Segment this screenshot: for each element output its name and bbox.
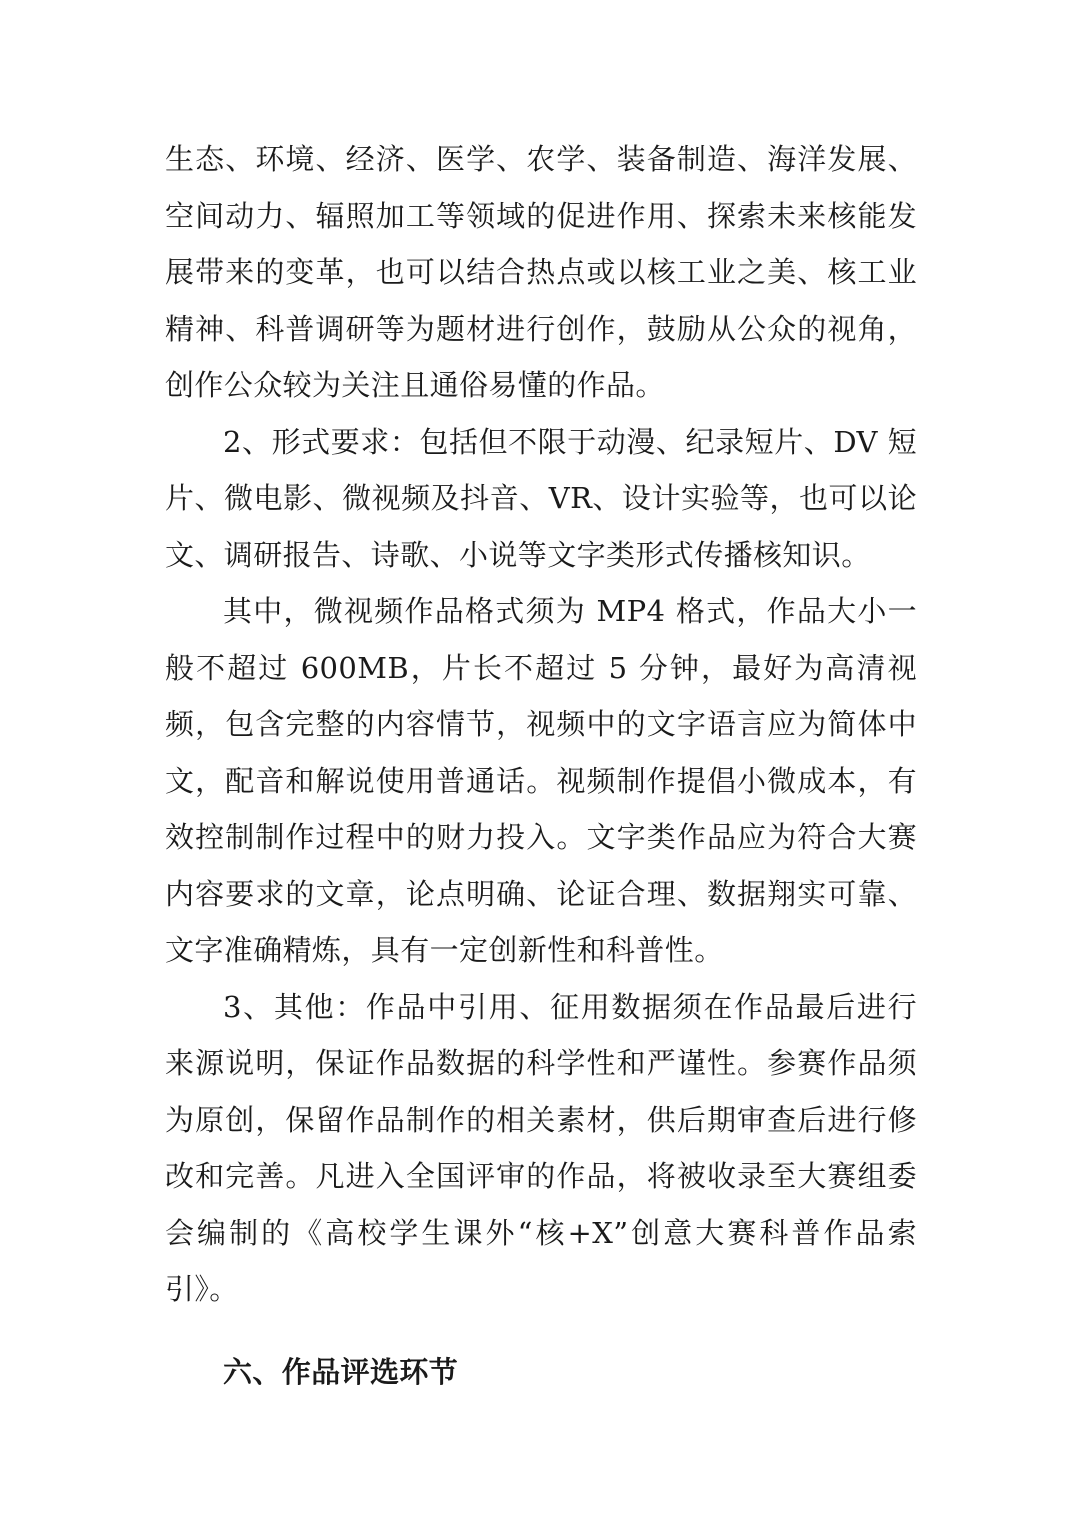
- paragraph-topics: 生态、环境、经济、医学、农学、装备制造、海洋发展、空间动力、辐照加工等领域的促进作用、探索未来核能发展带来的变革，也可以结合热点或以核工业之美、核工业精神、科普调研等为题材进行创作，鼓励从公众的视角，创作公众较为关注且通俗易懂的作品。: [165, 142, 917, 402]
- paragraph-video-requirements: 其中，微视频作品格式须为 MP4 格式，作品大小一般不超过 600MB，片长不超过 5 分钟，最好为高清视频，包含完整的内容情节，视频中的文字语言应为简体中文，配音和解说使用普通话。视频制作提倡小微成本，有效控制制作过程中的财力投入。文字类作品应为符合大赛内容要求的文章，论点明确、论证合理、数据翔实可靠、文字准确精炼，具有一定创新性和科普性。: [165, 594, 917, 967]
- document-body: [165, 131, 917, 1400]
- paragraph-other-requirements: 3、其他：作品中引用、征用数据须在作品最后进行来源说明，保证作品数据的科学性和严谨性。参赛作品须为原创，保留作品制作的相关素材，供后期审查后进行修改和完善。凡进入全国评审的作品，将被收录至大赛组委会编制的《高校学生课外“核+X”创意大赛科普作品索引》。: [165, 989, 917, 1306]
- paragraph-format-requirements: 2、形式要求：包括但不限于动漫、纪录短片、DV 短片、微电影、微视频及抖音、VR、设计实验等，也可以论文、调研报告、诗歌、小说等文字类形式传播核知识。: [165, 424, 917, 572]
- section-heading-evaluation: 六、作品评选环节: [223, 1354, 459, 1389]
